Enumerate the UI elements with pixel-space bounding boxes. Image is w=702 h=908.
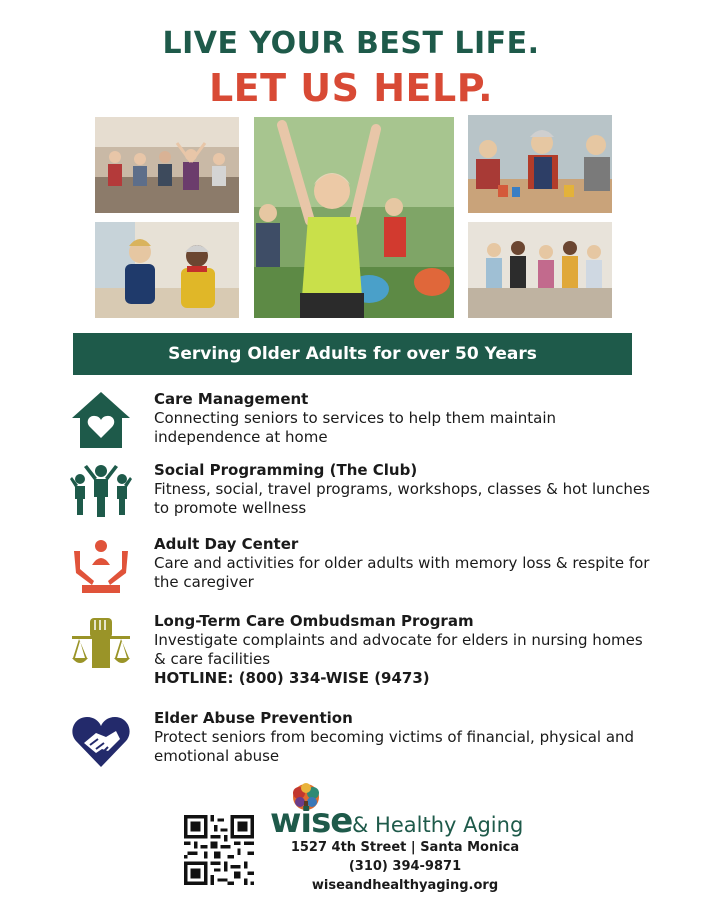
service-title: Adult Day Center: [154, 535, 299, 553]
phone-number[interactable]: (310) 394-9871: [348, 859, 462, 874]
service-title: Social Programming (The Club): [154, 461, 418, 479]
logo-tagline: & Healthy Aging: [352, 813, 524, 837]
service-description: Protect seniors from becoming victims of financial, physical and emotional abuse: [154, 728, 635, 765]
photo-caregiver-visit: [95, 222, 239, 318]
tagline-banner: [73, 333, 632, 375]
fist-scales-icon: [70, 612, 132, 674]
service-ombudsman-program: [70, 612, 650, 692]
address-line: 1527 4th Street | Santa Monica: [290, 840, 520, 855]
group-people-icon: [70, 461, 132, 523]
service-title: Elder Abuse Prevention: [154, 709, 353, 727]
service-description: Connecting seniors to services to help them maintain independence at home: [154, 409, 557, 446]
photo-group-exercise: [95, 117, 239, 213]
service-elder-abuse-prevention: [70, 709, 650, 789]
service-social-programming: [70, 461, 650, 541]
photo-seniors-conversation: [468, 222, 612, 318]
photo-woman-arms-raised: [254, 117, 454, 318]
hands-person-icon: [70, 535, 132, 597]
service-care-management: [70, 390, 650, 470]
house-heart-icon: [70, 390, 132, 452]
headline-primary: LIVE YOUR BEST LIFE.: [162, 26, 540, 61]
headline-secondary: LET US HELP.: [208, 66, 494, 110]
service-description: Investigate complaints and advocate for elders in nursing homes & care facilities: [154, 631, 643, 668]
photo-art-class: [468, 115, 612, 213]
service-adult-day-center: [70, 535, 650, 615]
service-description: Care and activities for older adults with memory loss & respite for the caregiver: [154, 554, 650, 591]
heart-handshake-icon: [70, 709, 132, 771]
logo-wordmark: wise: [270, 801, 353, 841]
banner-text: Serving Older Adults for over 50 Years: [168, 344, 537, 364]
service-description: Fitness, social, travel programs, workshops, classes & hot lunches to promote wellness: [154, 480, 650, 517]
qr-code[interactable]: [184, 815, 254, 885]
hotline-number: HOTLINE: (800) 334-WISE (9473): [154, 669, 430, 687]
website-link[interactable]: wiseandhealthyaging.org: [311, 878, 499, 893]
service-title: Care Management: [154, 390, 309, 408]
service-title: Long-Term Care Ombudsman Program: [154, 612, 474, 630]
wise-healthy-aging-logo: [270, 783, 530, 843]
